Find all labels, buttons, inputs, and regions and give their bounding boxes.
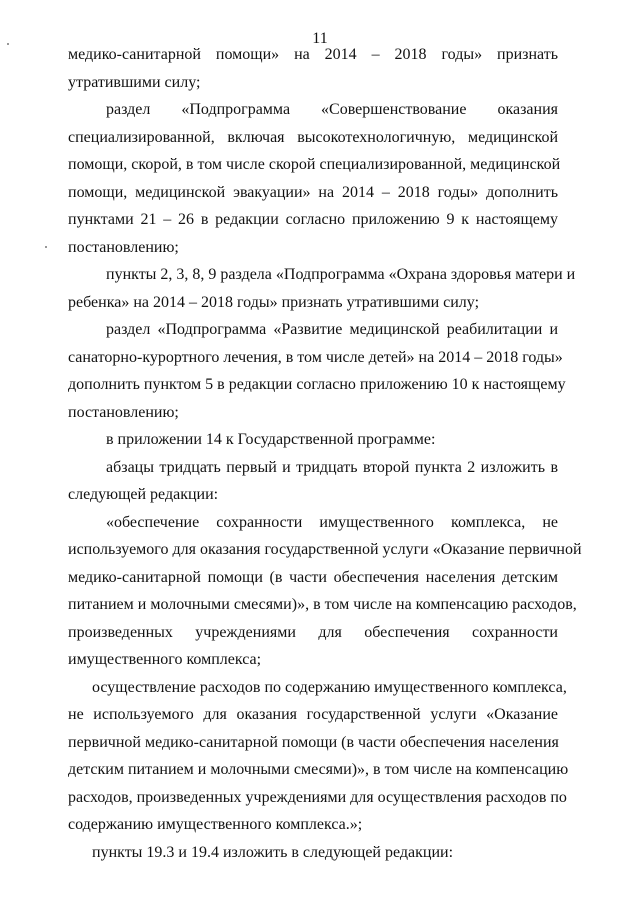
text-line: помощи, медицинской эвакуации» на 2014 – 2018 годы» дополнить — [68, 183, 558, 201]
scan-artifact-dot — [45, 246, 47, 248]
text-line: абзацы тридцать первый и тридцать второй пункта 2 изложить в — [106, 458, 558, 476]
text-line: «обеспечение сохранности имущественного комплекса, не — [106, 513, 558, 531]
text-line: осуществление расходов по содержанию имущественного комплекса, — [92, 678, 567, 696]
text-line: раздел «Подпрограмма «Развитие медицинской реабилитации и — [106, 321, 558, 338]
text-line: имущественного комплекса; — [68, 651, 262, 668]
text-line: пункты 2, 3, 8, 9 раздела «Подпрограмма «Охрана здоровья матери и — [106, 266, 576, 283]
text-line: медико-санитарной помощи» на 2014 – 2018 годы» признать — [68, 46, 558, 63]
text-line: раздел «Подпрограмма «Совершенствование оказания — [106, 101, 558, 118]
text-line: в приложении 14 к Государственной программе: — [106, 431, 436, 448]
text-line: утратившими силу; — [68, 73, 201, 91]
scan-artifact-dot — [7, 43, 9, 45]
text-line: дополнить пунктом 5 в редакции согласно приложению 10 к настоящему — [68, 376, 566, 393]
text-line: помощи, скорой, в том числе скорой специализированной, медицинской — [68, 156, 561, 173]
text-line: постановлению; — [68, 403, 179, 421]
text-line: следующей редакции: — [68, 486, 219, 503]
text-line: расходов, произведенных учреждениями для осуществления расходов по — [68, 788, 567, 806]
text-line: ребенка» на 2014 – 2018 годы» признать утратившими силу; — [68, 293, 480, 311]
text-line: не используемого для оказания государственной услуги «Оказание — [68, 706, 558, 723]
text-line: специализированной, включая высокотехнологичную, медицинской — [68, 128, 558, 146]
text-line: произведенных учреждениями для обеспечения сохранности — [68, 623, 558, 641]
text-line: детским питанием и молочными смесями)», в том числе на компенсацию — [68, 761, 569, 778]
text-line: питанием и молочными смесями)», в том числе на компенсацию расходов, — [68, 596, 577, 613]
text-line: санаторно-курортного лечения, в том числе детей» на 2014 – 2018 годы» — [68, 348, 563, 366]
text-line: пунктами 21 – 26 в редакции согласно приложению 9 к настоящему — [68, 211, 558, 228]
document-body — [68, 41, 582, 866]
page-number: 11 — [312, 30, 328, 47]
text-line: медико-санитарной помощи (в части обеспечения населения детским — [68, 568, 558, 586]
text-line: используемого для оказания государственной услуги «Оказание первичной — [68, 541, 582, 558]
text-line: первичной медико-санитарной помощи (в части обеспечения населения — [68, 733, 559, 751]
text-line: постановлению; — [68, 238, 179, 256]
text-line: пункты 19.3 и 19.4 изложить в следующей редакции: — [92, 843, 454, 861]
text-line: содержанию имущественного комплекса.»; — [68, 816, 363, 833]
